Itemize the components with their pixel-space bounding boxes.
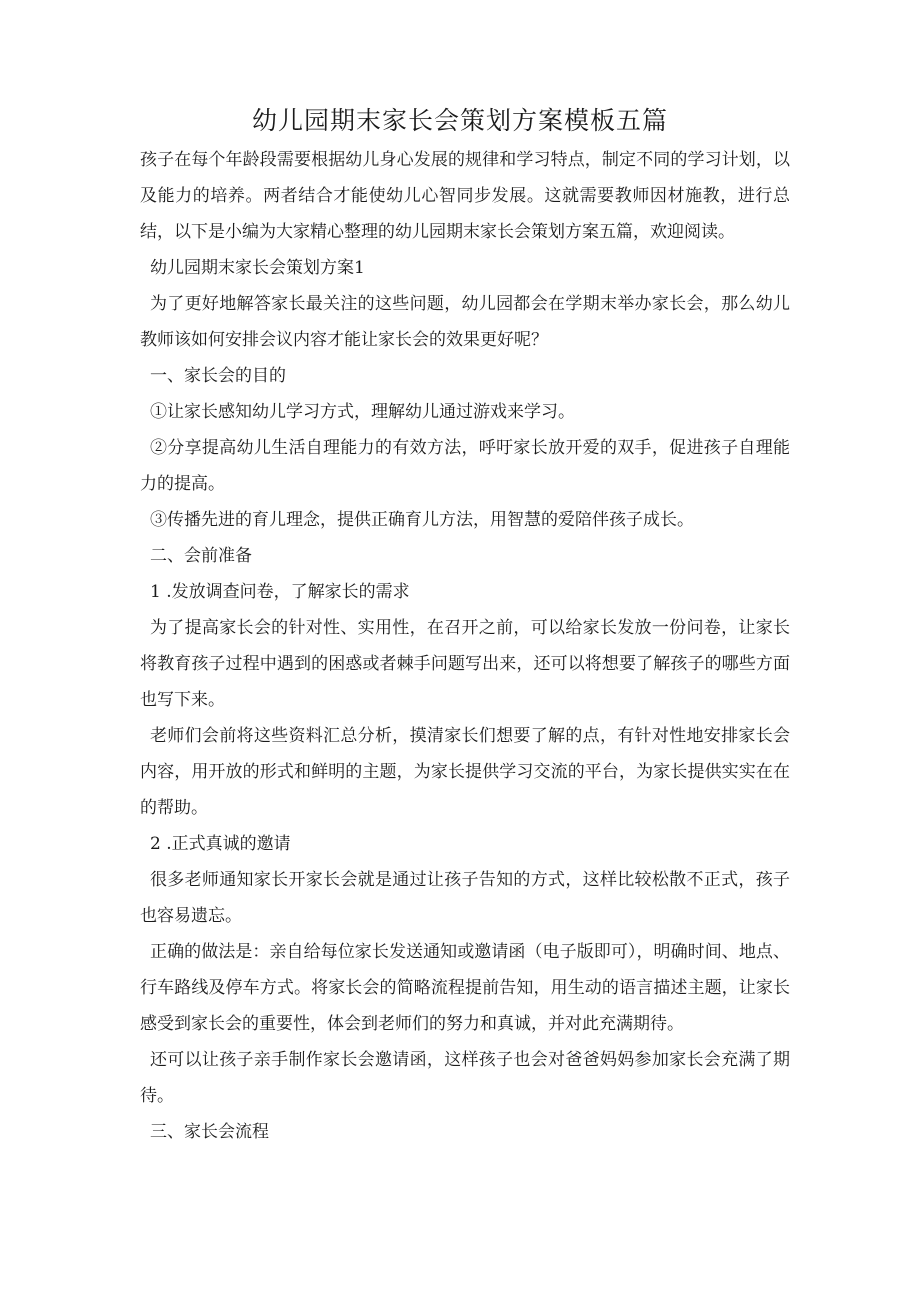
goal-item-2: ②分享提高幼儿生活自理能力的有效方法，呼吁家长放开爱的双手，促进孩子自理能力的提高。 bbox=[140, 438, 790, 494]
paragraph: 为了更好地解答家长最关注的这些问题，幼儿园都会在学期末举办家长会，那么幼儿教师该如何安排会议内容才能让家长会的效果更好呢？ bbox=[140, 294, 790, 350]
intro-paragraph: 孩子在每个年龄段需要根据幼儿身心发展的规律和学习特点，制定不同的学习计划，以及能力的培养。两者结合才能使幼儿心智同步发展。这就需要教师因材施教，进行总结，以下是小编为大家精心整理的幼儿园期末家长会策划方案五篇，欢迎阅读。 bbox=[140, 150, 790, 242]
paragraph: 很多老师通知家长开家长会就是通过让孩子告知的方式，这样比较松散不正式，孩子也容易遗忘。 bbox=[140, 870, 790, 926]
paragraph: 为了提高家长会的针对性、实用性，在召开之前，可以给家长发放一份问卷，让家长将教育孩子过程中遇到的困惑或者棘手问题写出来，还可以将想要了解孩子的哪些方面也写下来。 bbox=[140, 618, 790, 710]
heading-goal: 一、家长会的目的 bbox=[150, 366, 286, 386]
document-body bbox=[140, 142, 790, 1150]
prep-subtitle-2: 2 .正式真诚的邀请 bbox=[150, 834, 291, 854]
heading-prep: 二、会前准备 bbox=[150, 546, 252, 566]
paragraph: 正确的做法是：亲自给每位家长发送通知或邀请函（电子版即可），明确时间、地点、行车路线及停车方式。将家长会的简略流程提前告知，用生动的语言描述主题，让家长感受到家长会的重要性，体会到老师们的努力和真诚，并对此充满期待。 bbox=[140, 942, 790, 1034]
goal-item-3: ③传播先进的育儿理念，提供正确育儿方法，用智慧的爱陪伴孩子成长。 bbox=[150, 510, 694, 530]
paragraph: 老师们会前将这些资料汇总分析，摸清家长们想要了解的点，有针对性地安排家长会内容，用开放的形式和鲜明的主题，为家长提供学习交流的平台，为家长提供实实在在的帮助。 bbox=[140, 726, 790, 818]
section-title: 幼儿园期末家长会策划方案1 bbox=[150, 258, 365, 278]
document-title: 幼儿园期末家长会策划方案模板五篇 bbox=[251, 106, 668, 135]
prep-subtitle-1: 1 .发放调查问卷，了解家长的需求 bbox=[150, 582, 410, 602]
goal-item-1: ①让家长感知幼儿学习方式，理解幼儿通过游戏来学习。 bbox=[150, 402, 575, 422]
heading-flow: 三、家长会流程 bbox=[150, 1122, 269, 1142]
paragraph: 还可以让孩子亲手制作家长会邀请函，这样孩子也会对爸爸妈妈参加家长会充满了期待。 bbox=[140, 1050, 790, 1106]
